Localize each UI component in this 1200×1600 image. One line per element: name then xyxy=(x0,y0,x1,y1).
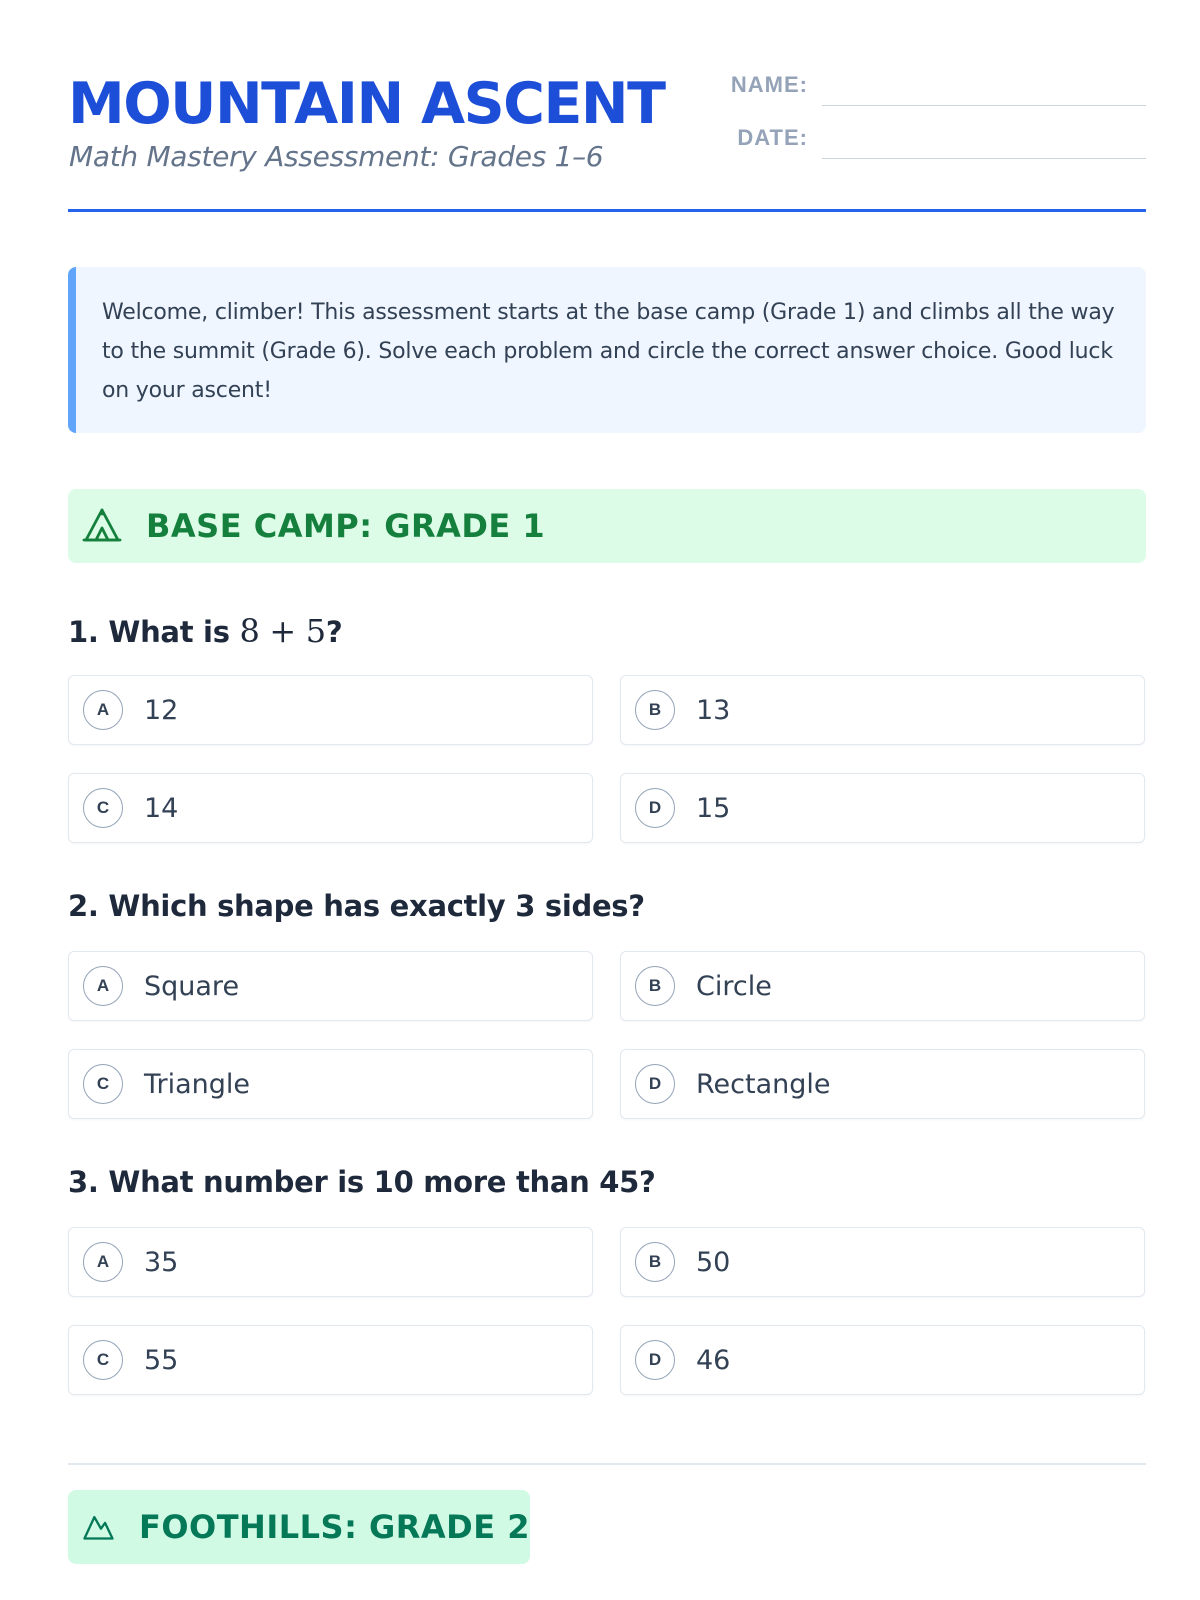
question-2: 2. Which shape has exactly 3 sides? xyxy=(68,889,645,923)
name-line[interactable] xyxy=(822,105,1146,106)
section-title: FOOTHILLS: GRADE 2 xyxy=(138,1508,530,1546)
option-letter: B xyxy=(635,966,675,1006)
tent-icon xyxy=(82,506,122,546)
mountain-icon xyxy=(82,1507,115,1547)
option-letter: C xyxy=(83,788,123,828)
answer-option[interactable] xyxy=(68,1325,593,1395)
option-text: 46 xyxy=(696,1344,731,1376)
question-1 xyxy=(68,612,342,650)
date-field[interactable] xyxy=(723,117,1146,157)
option-letter: A xyxy=(83,1242,123,1282)
option-text: Rectangle xyxy=(696,1068,831,1100)
option-letter: D xyxy=(635,1340,675,1380)
answer-option[interactable] xyxy=(620,1325,1145,1395)
section-divider xyxy=(68,1463,1146,1465)
option-text: Circle xyxy=(696,970,772,1002)
answer-option[interactable] xyxy=(68,773,593,843)
option-text: 50 xyxy=(696,1246,731,1278)
answer-option[interactable] xyxy=(620,1049,1145,1119)
option-letter: A xyxy=(83,966,123,1006)
math-expression: 8 + 5 xyxy=(239,612,326,650)
answer-option[interactable] xyxy=(68,1049,593,1119)
option-text: Square xyxy=(144,970,240,1002)
section-title: BASE CAMP: GRADE 1 xyxy=(146,507,546,545)
option-text: 13 xyxy=(696,694,731,726)
answer-option[interactable] xyxy=(68,1227,593,1297)
section-banner-grade-2 xyxy=(68,1490,530,1564)
intro-callout: Welcome, climber! This assessment starts at the base camp (Grade 1) and climbs all the way to the summit (Grade 6). Solve each problem and circle the correct answer choice. Good luck on your ascent! xyxy=(68,267,1146,433)
date-line[interactable] xyxy=(822,158,1146,159)
option-letter: D xyxy=(635,1064,675,1104)
option-text: 14 xyxy=(144,792,179,824)
answer-option[interactable] xyxy=(620,951,1145,1021)
date-label: DATE: xyxy=(737,125,808,150)
option-letter: B xyxy=(635,690,675,730)
answer-option[interactable] xyxy=(620,773,1145,843)
answer-option[interactable] xyxy=(620,675,1145,745)
option-letter: C xyxy=(83,1340,123,1380)
header-divider xyxy=(68,209,1146,212)
page-subtitle: Math Mastery Assessment: Grades 1–6 xyxy=(69,140,604,173)
option-text: 55 xyxy=(144,1344,179,1376)
question-text: 1. What is xyxy=(68,615,240,649)
page-title: MOUNTAIN ASCENT xyxy=(68,71,665,137)
option-text: Triangle xyxy=(144,1068,251,1100)
option-letter: A xyxy=(83,690,123,730)
worksheet-header xyxy=(68,64,1146,214)
answer-option[interactable] xyxy=(620,1227,1145,1297)
answer-option[interactable] xyxy=(68,951,593,1021)
option-text: 15 xyxy=(696,792,731,824)
name-field[interactable] xyxy=(723,64,1146,104)
option-letter: D xyxy=(635,788,675,828)
option-letter: B xyxy=(635,1242,675,1282)
option-letter: C xyxy=(83,1064,123,1104)
option-text: 35 xyxy=(144,1246,179,1278)
name-label: NAME: xyxy=(730,72,808,97)
question-suffix: ? xyxy=(325,615,343,649)
option-text: 12 xyxy=(144,694,179,726)
question-3: 3. What number is 10 more than 45? xyxy=(68,1165,656,1199)
answer-option[interactable] xyxy=(68,675,593,745)
section-banner-grade-1 xyxy=(68,489,1146,563)
